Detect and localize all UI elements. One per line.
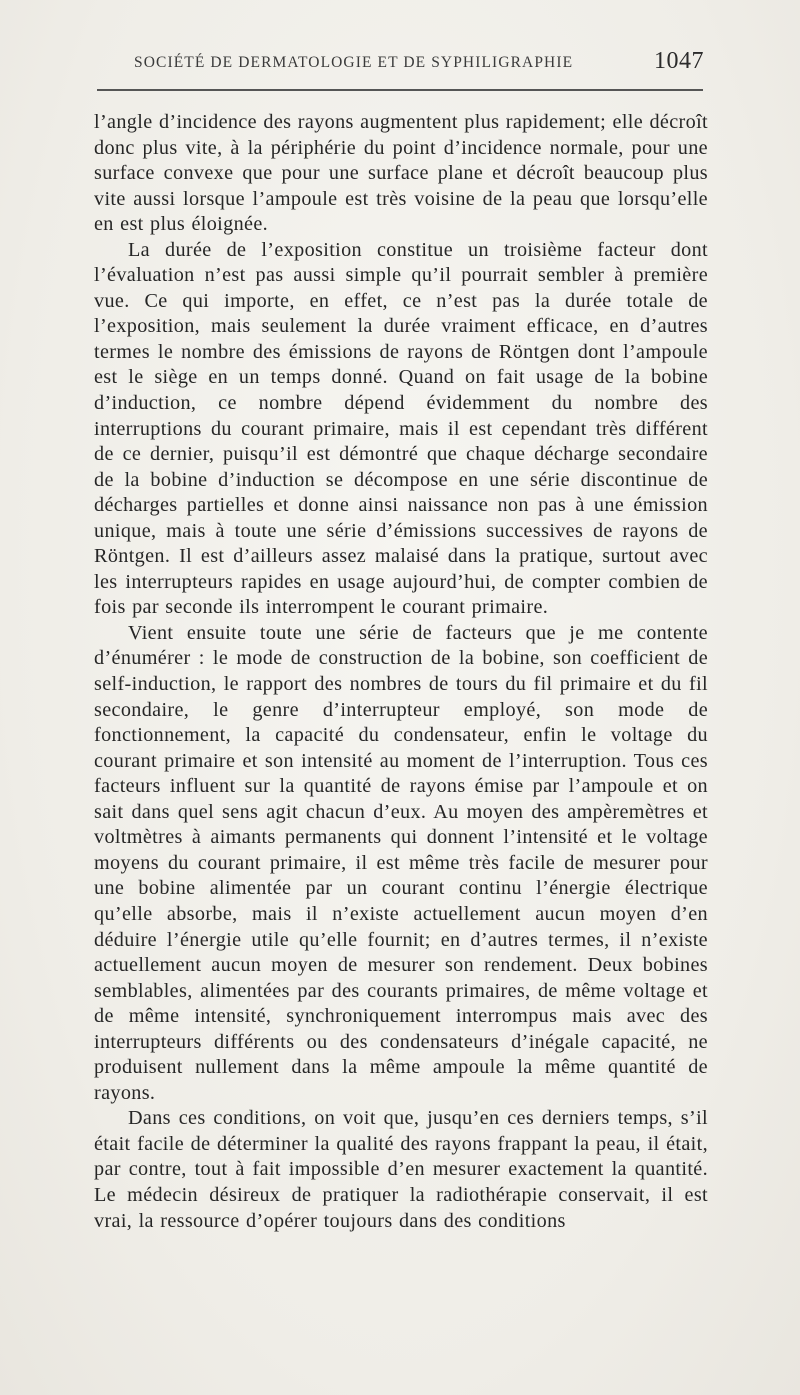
paragraph-conditions: Dans ces conditions, on voit que, jusqu’en ces derniers temps, s’il était facile de déterminer la qualité des rayons frappant la peau, il était, par contre, tout à fait impossible d’en mesurer exactement la quantité. Le médecin désireux de pratiquer la radiothérapie conservait, il est vrai, la ressource d’opérer toujours dans des conditions [94, 1107, 708, 1232]
body-text [94, 110, 708, 1234]
paragraph-exposure-duration: La durée de l’exposition constitue un troisième facteur dont l’évaluation n’est pas aussi simple qu’il pourrait sembler à première vue. Ce qui importe, en effet, ce n’est pas la durée totale de l’exposition, mais seulement la durée vraiment efficace, en d’autres termes le nombre des émissions de rayons de Röntgen dont l’ampoule est le siège en un temps donné. Quand on fait usage de la bobine d’induction, ce nombre dépend évidemment du nombre des interruptions du courant primaire, mais il est cependant très différent de ce dernier, puisqu’il est démontré que chaque décharge secondaire de la bobine d’induction se décompose en une série discontinue de décharges partielles et donne ainsi naissance non pas à une émission unique, mais à toute une série d’émissions successives de rayons de Röntgen. Il est d’ailleurs assez malaisé dans la pratique, surtout avec les interrupteurs rapides en usage aujourd’hui, de compter combien de fois par seconde ils interrompent le courant primaire. [94, 238, 708, 619]
page-number: 1047 [654, 48, 704, 74]
running-title: SOCIÉTÉ DE DERMATOLOGIE ET DE SYPHILIGRAPHIE [134, 54, 574, 71]
paragraph-continued: l’angle d’incidence des rayons augmentent plus rapidement; elle décroît donc plus vite, à la périphérie du point d’incidence normale, pour une surface convexe que pour une surface plane et décroît beaucoup plus vite aussi lorsque l’ampoule est très voisine de la peau que lorsqu’elle en est plus éloignée. [94, 111, 708, 236]
running-header [90, 48, 710, 76]
header-rule [97, 89, 703, 91]
paragraph-other-factors: Vient ensuite toute une série de facteurs que je me contente d’énumérer : le mode de construction de la bobine, son coefficient de self-induction, le rapport des nombres de tours du fil primaire et du fil secondaire, le genre d’interrupteur employé, son mode de fonctionnement, la capacité du condensateur, enfin le voltage du courant primaire et son intensité au moment de l’interruption. Tous ces facteurs influent sur la quantité de rayons émise par l’ampoule et on sait dans quel sens agit chacun d’eux. Au moyen des ampèremètres et voltmètres à aimants permanents qui donnent l’intensité et le voltage moyens du courant primaire, il est même très facile de mesurer pour une bobine alimentée par un courant continu l’énergie électrique qu’elle absorbe, mais il n’existe actuellement aucun moyen d’en déduire l’énergie utile qu’elle fournit; en d’autres termes, il n’existe actuellement aucun moyen de mesurer son rendement. Deux bobines semblables, alimentées par des courants primaires, de même voltage et de même intensité, synchroniquement interrompus mais avec des interrupteurs différents ou des condensateurs d’inégale capacité, ne produisent nullement dans la même ampoule la même quantité de rayons. [94, 621, 708, 1104]
